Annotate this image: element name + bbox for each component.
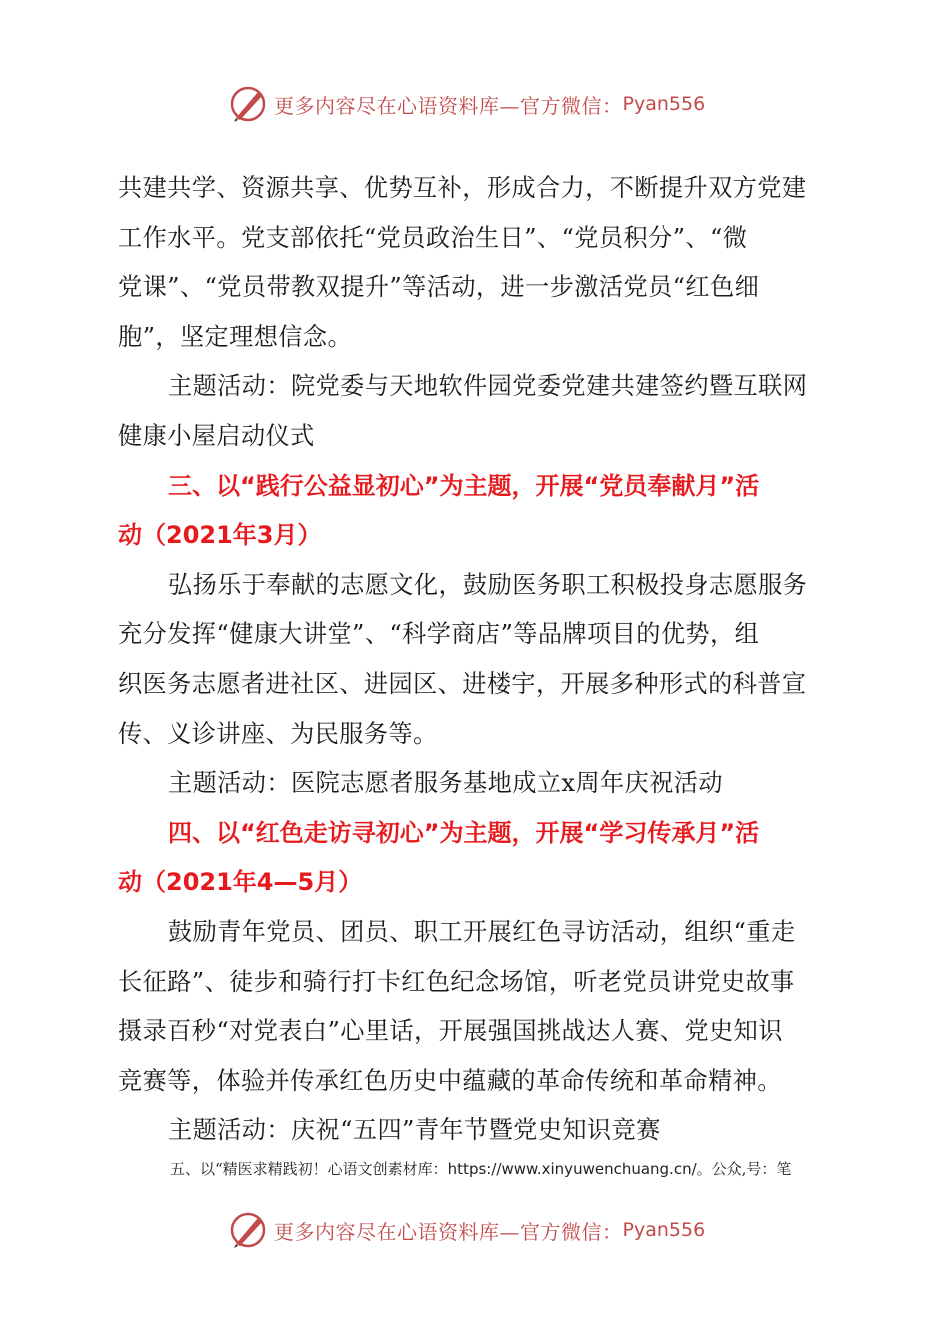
body-line: 健康小屋启动仪式 [118,421,315,450]
body-line: 充分发挥“健康大讲堂”、“科学商店”等品牌项目的优势，组 [118,620,760,649]
footer-banner [228,1208,705,1252]
footer-prefix: 五、以“精医求精践初！心语文创素材库： [170,1160,448,1178]
theme-activity-line: 主题活动：庆祝“五四”青年节暨党史知识竞赛 [168,1116,661,1145]
body-line: 鼓励青年党员、团员、职工开展红色寻访活动，组织“重走 [168,917,796,946]
body-line: 胞”，坚定理想信念。 [118,322,353,351]
body-line: 工作水平。党支部依托“党员政治生日”、“党员积分”、“微 [118,223,748,252]
body-line: 织医务志愿者进社区、进园区、进楼宇，开展多种形式的科普宣 [118,669,807,698]
body-line: 党课”、“党员带教双提升”等活动，进一步激活党员“红色细 [118,273,760,302]
banner-wechat-id: Pyan556 [622,93,706,115]
section-heading-4-date: 动（2021年4—5月） [118,868,363,897]
body-line: 传、义诊讲座、为民服务等。 [118,719,438,748]
pen-logo-icon [228,1210,268,1250]
footer-url-link[interactable]: https://www.xinyuwenchuang.cn/ [447,1160,697,1178]
body-line: 竞赛等，体验并传承红色历史中蕴藏的革命传统和革命精神。 [118,1066,782,1095]
section-heading-3-date: 动（2021年3月） [118,521,322,550]
theme-activity-line: 主题活动：医院志愿者服务基地成立x周年庆祝活动 [168,769,723,798]
section-heading-3: 三、以“践行公益显初心”为主题，开展“党员奉献月”活 [168,471,760,500]
theme-activity-line: 主题活动：院党委与天地软件园党委党建共建签约暨互联网 [168,372,808,401]
header-banner [228,82,705,126]
pen-logo-icon [228,84,268,124]
section-heading-4: 四、以“红色走访寻初心”为主题，开展“学习传承月”活 [168,818,760,847]
body-line: 摄录百秒“对党表白”心里话，开展强国挑战达人赛、党史知识 [118,1017,783,1046]
body-line: 弘扬乐于奉献的志愿文化，鼓励医务职工积极投身志愿服务 [168,570,808,599]
footer-suffix: 。公众,号：笔 [696,1160,792,1178]
banner-text: 更多内容尽在心语资料库—官方微信： [274,93,623,118]
banner-text: 更多内容尽在心语资料库—官方微信： [274,1219,623,1244]
document-body [118,164,834,1156]
footer-note [170,1158,791,1179]
body-line: 长征路”、徒步和骑行打卡红色纪念场馆，听老党员讲党史故事 [118,967,795,996]
banner-wechat-id: Pyan556 [622,1219,706,1241]
body-line: 共建共学、资源共享、优势互补，形成合力，不断提升双方党建 [118,174,807,202]
